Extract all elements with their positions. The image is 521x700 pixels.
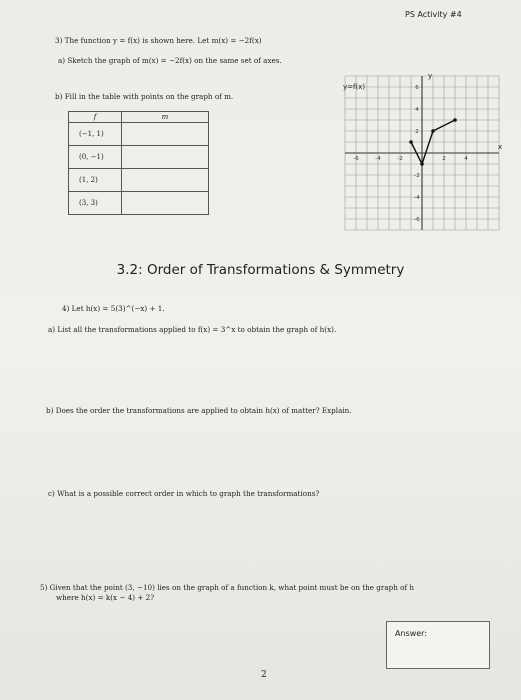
section-heading: 3.2: Order of Transformations & Symmetry <box>116 262 405 278</box>
y-tick-label: -6 <box>414 217 420 223</box>
x-tick-label: 2 <box>442 156 446 162</box>
table-cell-f: (0, −1) <box>69 146 122 169</box>
y-tick-label: 2 <box>415 129 419 135</box>
function-point <box>420 162 424 166</box>
answer-label: Answer: <box>395 629 428 638</box>
q4-part-c: c) What is a possible correct order in which to graph the transformations? <box>48 489 320 498</box>
x-tick-label: -4 <box>375 156 381 162</box>
page-number: 2 <box>261 670 267 680</box>
function-point <box>431 129 435 133</box>
table-row <box>69 169 209 192</box>
coordinate-graph <box>340 73 505 233</box>
q4-part-b: b) Does the order the transformations are applied to obtain h(x) of matter? Explain. <box>46 406 352 415</box>
x-tick-label: -2 <box>397 156 403 162</box>
function-point <box>409 140 413 144</box>
x-tick-label: 4 <box>464 156 468 162</box>
table-row <box>69 123 209 146</box>
table-header-f: f <box>69 112 122 123</box>
table-cell-m[interactable] <box>122 146 209 169</box>
y-axis-label: y <box>428 73 433 80</box>
graph-axes <box>345 76 499 230</box>
table-cell-f: (1, 2) <box>69 169 122 192</box>
y-tick-label: -2 <box>414 173 420 179</box>
activity-title: PS Activity #4 <box>405 10 462 19</box>
y-tick-label: -4 <box>414 195 420 201</box>
table-row <box>69 192 209 215</box>
table-cell-m[interactable] <box>122 192 209 215</box>
answer-box[interactable] <box>386 621 490 669</box>
x-tick-label: -6 <box>353 156 359 162</box>
x-axis-label: x <box>498 143 503 151</box>
q3-stem: 3) The function y = f(x) is shown here. Let m(x) = −2f(x) <box>55 36 262 45</box>
q5-line-2: where h(x) = k(x − 4) + 2? <box>56 593 155 602</box>
table-row <box>69 146 209 169</box>
q3-part-a: a) Sketch the graph of m(x) = −2f(x) on the same set of axes. <box>58 56 282 65</box>
graph-function-label: y=f(x) <box>343 83 366 91</box>
y-tick-label: 6 <box>415 85 419 91</box>
points-table <box>68 111 209 215</box>
function-point <box>453 118 457 122</box>
table-cell-m[interactable] <box>122 123 209 146</box>
q5-line-1: 5) Given that the point (3, −10) lies on the graph of a function k, what point must be on the graph of h <box>40 583 415 592</box>
q4-stem: 4) Let h(x) = 5(3)^(−x) + 1. <box>62 304 165 313</box>
table-header-m: m <box>122 112 209 123</box>
y-tick-label: 4 <box>415 107 419 113</box>
q3-part-b: b) Fill in the table with points on the graph of m. <box>55 92 234 101</box>
table-cell-f: (−1, 1) <box>69 123 122 146</box>
q4-part-a: a) List all the transformations applied to f(x) = 3^x to obtain the graph of h(x). <box>48 325 337 334</box>
table-cell-m[interactable] <box>122 169 209 192</box>
table-cell-f: (3, 3) <box>69 192 122 215</box>
